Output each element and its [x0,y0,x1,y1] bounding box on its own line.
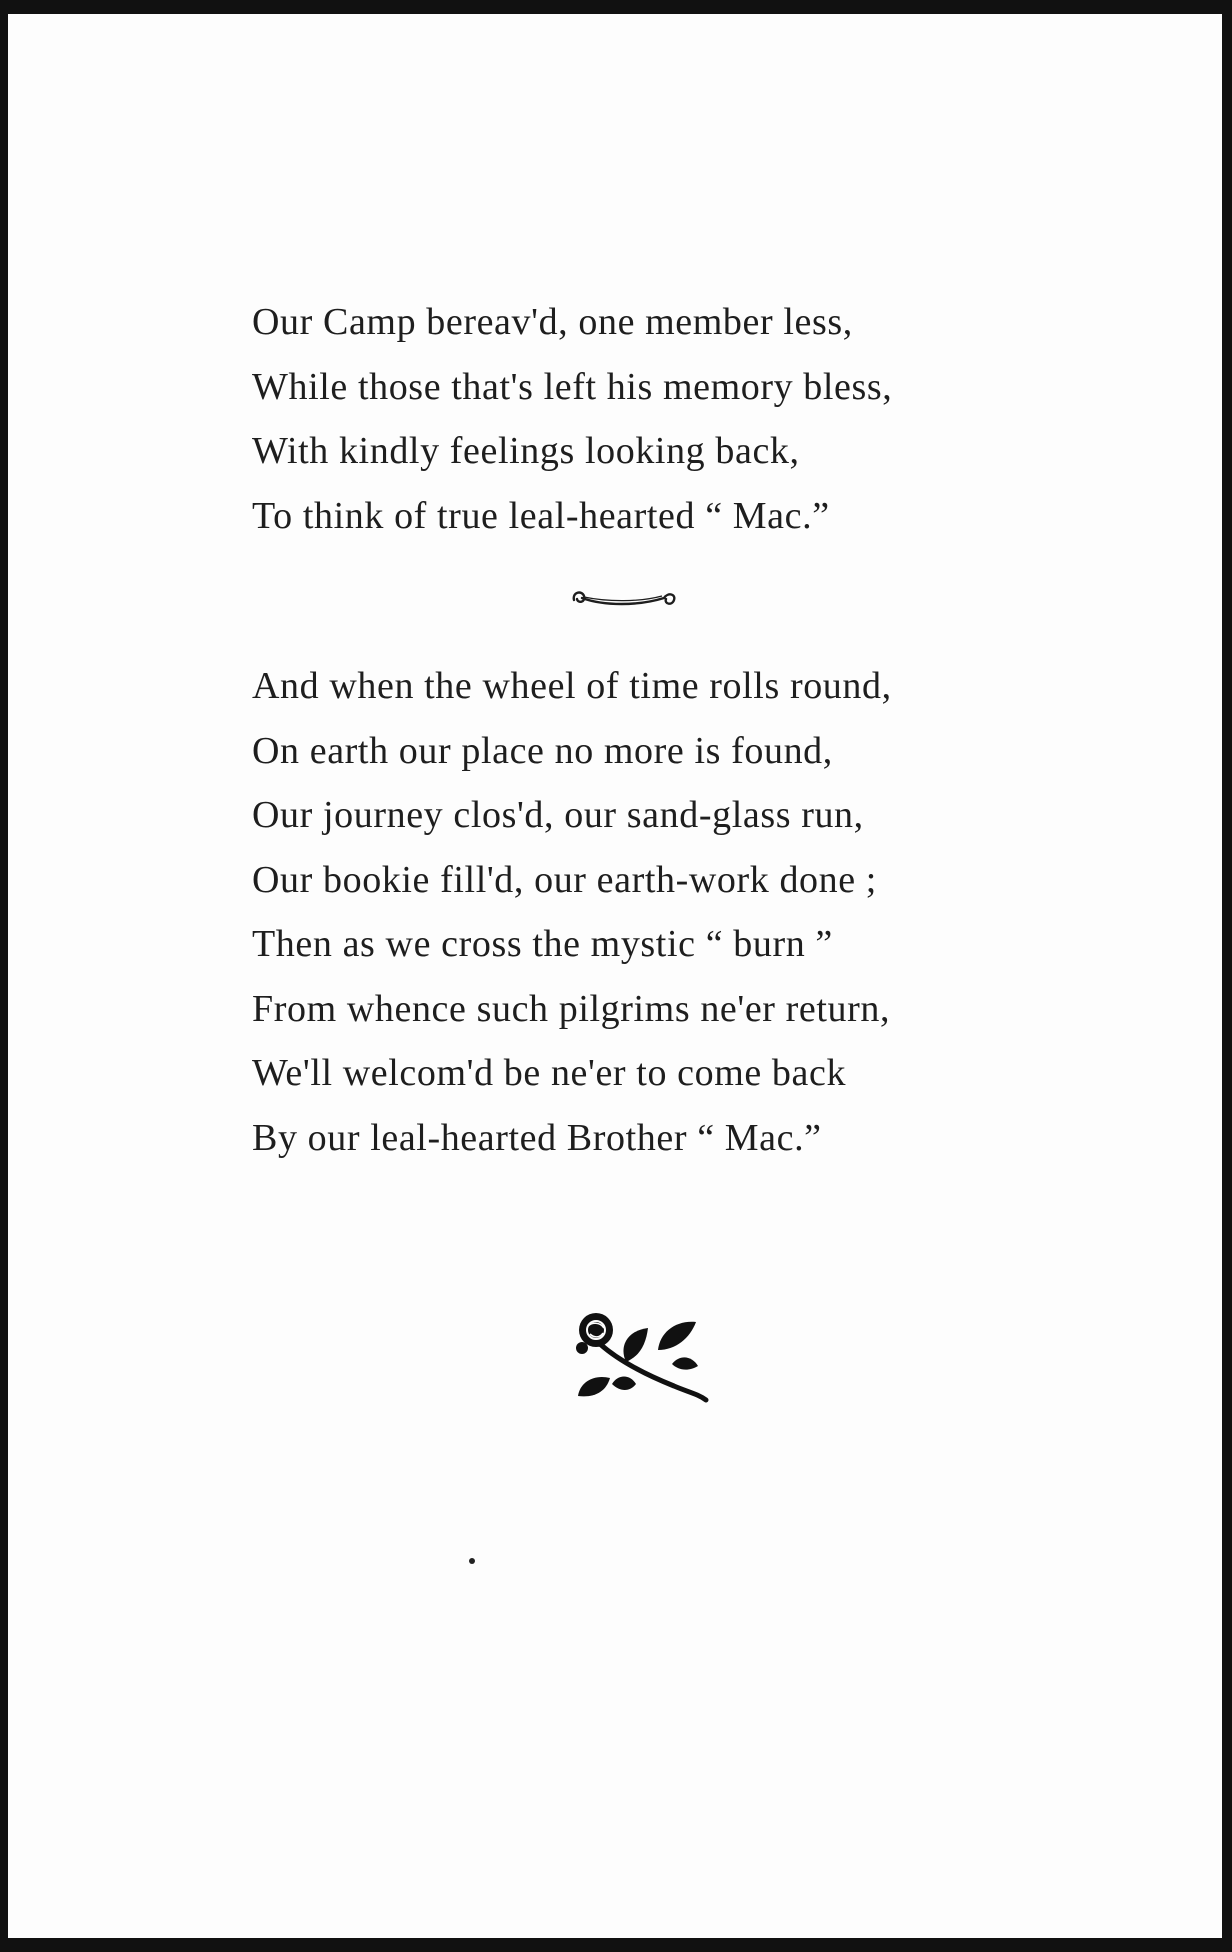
verse-line: By our leal-hearted Brother “ Mac.” [252,1116,822,1159]
verse-line: Our Camp bereav'd, one member less, [252,301,853,343]
verse-line: We'll welcom'd be ne'er to come back [252,1052,847,1094]
verse-line: Then as we cross the mystic “ burn ” [252,923,833,965]
verse-line: Our journey clos'd, our sand-glass run, [252,794,864,836]
book-page [8,14,1222,1938]
verse-line: And when the wheel of time rolls round, [252,665,892,707]
print-speck [469,1558,475,1564]
verse-line: Our bookie fill'd, our earth-work done ; [252,858,877,901]
scroll-flourish-icon [568,584,680,612]
verse-line: On earth our place no more is found, [252,729,833,772]
rose-sprig-icon [566,1304,714,1404]
stanza-2 [252,654,892,1170]
verse-line: With kindly feelings looking back, [252,430,800,472]
verse-line: While those that's left his memory bless, [252,365,893,408]
verse-line: From whence such pilgrims ne'er return, [252,987,891,1030]
verse-line: To think of true leal-hearted “ Mac.” [252,494,830,537]
stanza-1 [252,290,892,548]
